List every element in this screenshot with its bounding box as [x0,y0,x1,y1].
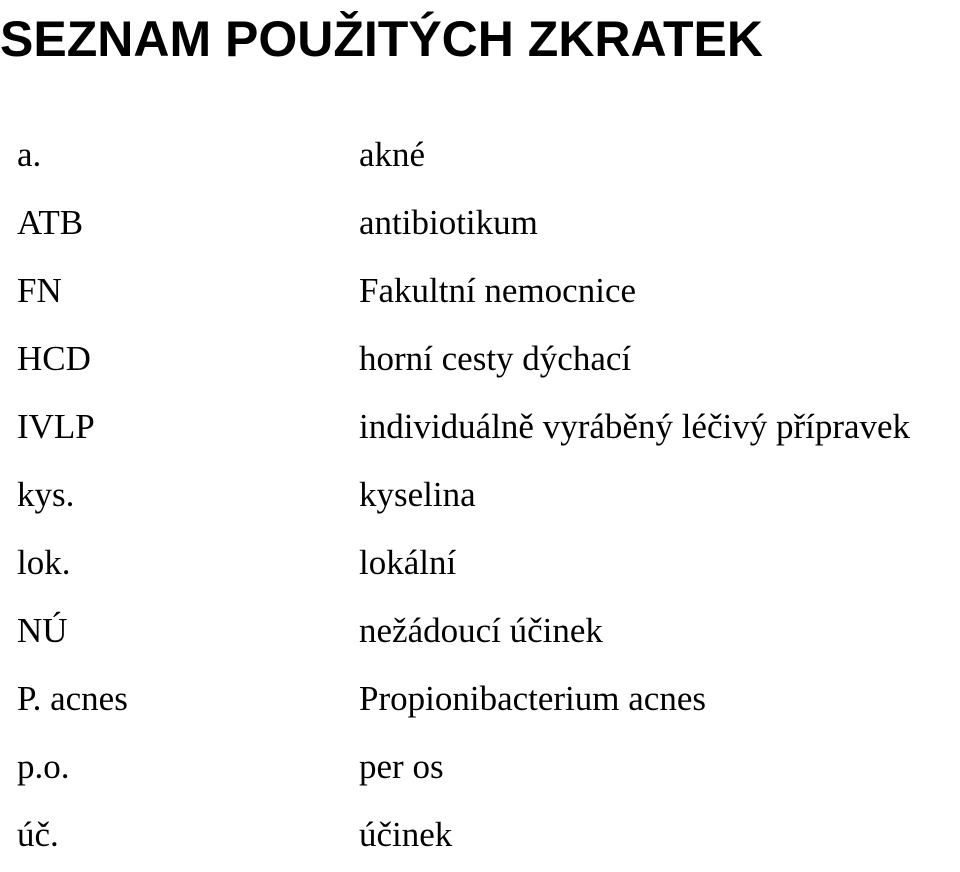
abbreviation-term: a. [17,135,42,174]
abbreviation-row [0,736,960,804]
abbreviation-term: IVLP [17,407,95,446]
page-title: SEZNAM POUŽITÝCH ZKRATEK [0,11,763,67]
abbreviation-term: p.o. [17,747,70,786]
abbreviation-row [0,396,960,464]
abbreviation-definition: účinek [359,815,453,854]
abbreviation-list [0,124,960,872]
abbreviation-row [0,328,960,396]
abbreviation-definition: horní cesty dýchací [359,339,632,378]
abbreviation-row [0,804,960,872]
abbreviation-row [0,124,960,192]
abbreviation-term: FN [17,271,62,310]
abbreviation-term: úč. [17,815,59,854]
abbreviation-definition: nežádoucí účinek [359,611,603,650]
abbreviation-term: kys. [17,475,75,514]
abbreviation-term: ATB [17,203,84,242]
abbreviation-row [0,260,960,328]
abbreviation-row [0,192,960,260]
abbreviation-definition: per os [359,747,444,786]
abbreviation-row [0,668,960,736]
abbreviation-definition: Fakultní nemocnice [359,271,637,310]
abbreviation-definition: Propionibacterium acnes [359,679,706,718]
abbreviation-definition: akné [359,135,426,174]
abbreviation-definition: kyselina [359,475,476,514]
abbreviation-definition: individuálně vyráběný léčivý přípravek [359,407,911,446]
abbreviation-term: NÚ [17,611,68,650]
abbreviation-row [0,464,960,532]
abbreviation-definition: lokální [359,543,457,582]
abbreviation-row [0,600,960,668]
abbreviation-term: HCD [17,339,91,378]
abbreviation-term: P. acnes [17,679,128,718]
abbreviation-row [0,532,960,600]
abbreviation-definition: antibiotikum [359,203,538,242]
abbreviation-term: lok. [17,543,71,582]
